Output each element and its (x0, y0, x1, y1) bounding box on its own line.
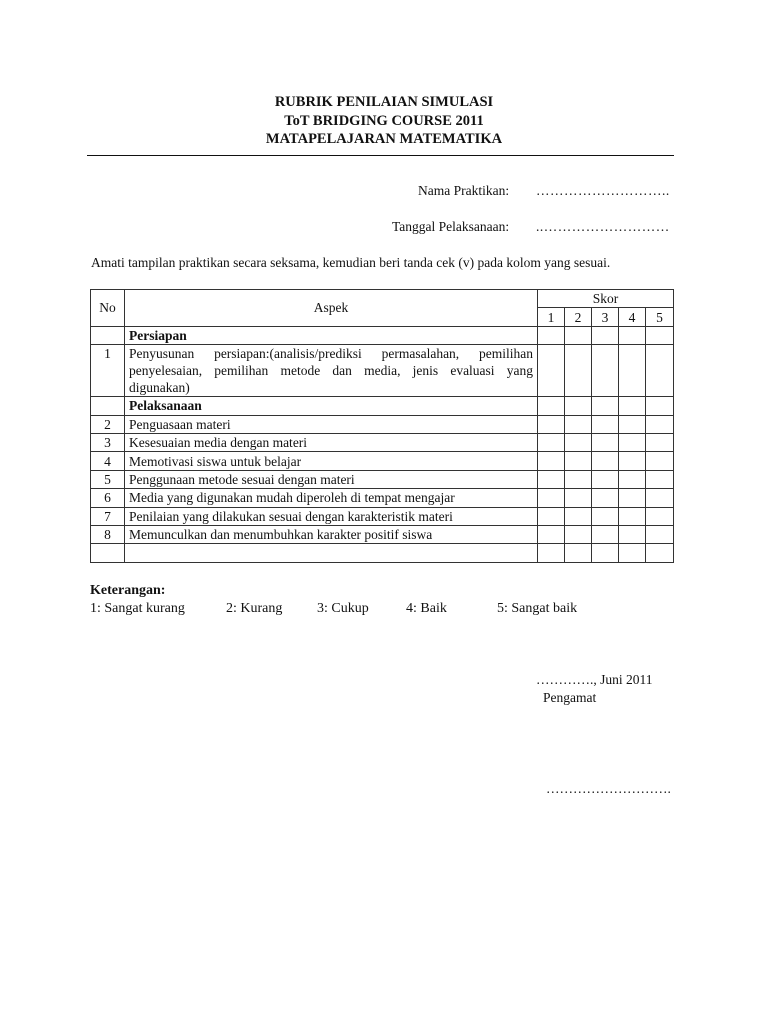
score-cell[interactable] (565, 452, 592, 470)
score-cell[interactable] (646, 544, 674, 562)
score-cell[interactable] (538, 470, 565, 488)
table-row (91, 470, 674, 488)
score-cell[interactable] (592, 525, 619, 543)
score-cell[interactable] (565, 507, 592, 525)
section-label-persiapan: Persiapan (125, 326, 538, 344)
score-cell[interactable] (592, 507, 619, 525)
score-cell[interactable] (565, 415, 592, 433)
score-header-3: 3 (592, 308, 619, 326)
row-number: 3 (91, 433, 125, 451)
score-cell[interactable] (646, 326, 674, 344)
document-title (0, 93, 768, 149)
score-cell[interactable] (538, 525, 565, 543)
row-number-empty (91, 544, 125, 562)
section-no-cell (91, 326, 125, 344)
row-aspek: Penilaian yang dilakukan sesuai dengan karakteristik materi (125, 507, 538, 525)
table-row (91, 345, 674, 397)
score-cell[interactable] (565, 489, 592, 507)
row-aspek: Memotivasi siswa untuk belajar (125, 452, 538, 470)
score-cell[interactable] (592, 489, 619, 507)
score-cell[interactable] (619, 525, 646, 543)
legend-item-5: 5: Sangat baik (497, 601, 578, 616)
score-header-4: 4 (619, 308, 646, 326)
score-cell[interactable] (592, 433, 619, 451)
score-cell[interactable] (592, 452, 619, 470)
score-cell[interactable] (538, 452, 565, 470)
score-cell[interactable] (565, 326, 592, 344)
title-line-2: ToT BRIDGING COURSE 2011 (284, 112, 484, 129)
score-cell[interactable] (619, 507, 646, 525)
row-number: 1 (91, 345, 125, 397)
title-line-3: MATAPELAJARAN MATEMATIKA (265, 131, 503, 147)
score-cell[interactable] (619, 544, 646, 562)
score-cell[interactable] (619, 489, 646, 507)
score-header-2: 2 (565, 308, 592, 326)
legend-heading: Keterangan: (90, 583, 166, 598)
row-aspek: Media yang digunakan mudah diperoleh di tempat mengajar (125, 489, 538, 507)
row-number: 5 (91, 470, 125, 488)
nama-praktikan-label: Nama Praktikan: (418, 183, 510, 198)
score-cell[interactable] (538, 489, 565, 507)
table-row (91, 452, 674, 470)
score-cell[interactable] (592, 544, 619, 562)
score-cell[interactable] (619, 397, 646, 415)
score-cell[interactable] (592, 397, 619, 415)
row-aspek: Penggunaan metode sesuai dengan materi (125, 470, 538, 488)
score-cell[interactable] (565, 544, 592, 562)
legend-item-4: 4: Baik (406, 601, 447, 616)
legend-item-1: 1: Sangat kurang (90, 601, 185, 616)
score-cell[interactable] (646, 452, 674, 470)
score-cell[interactable] (538, 433, 565, 451)
row-aspek: Memunculkan dan menumbuhkan karakter positif siswa (125, 525, 538, 543)
title-line-1: RUBRIK PENILAIAN SIMULASI (274, 94, 494, 110)
score-cell[interactable] (646, 470, 674, 488)
signature-role: Pengamat (543, 690, 597, 705)
row-aspek: Penyusunan persiapan:(analisis/prediksi permasalahan, pemilihan penyelesaian, pemilihan metode dan media, jenis evaluasi yang digunakan) (125, 345, 538, 397)
score-cell[interactable] (538, 397, 565, 415)
score-cell[interactable] (619, 326, 646, 344)
signature-date[interactable]: …………., Juni 2011 (536, 672, 653, 687)
column-header-skor: Skor (538, 290, 674, 308)
score-cell[interactable] (619, 452, 646, 470)
score-cell[interactable] (538, 507, 565, 525)
score-cell[interactable] (646, 345, 674, 397)
tanggal-pelaksanaan-label: Tanggal Pelaksanaan: (392, 219, 510, 234)
score-cell[interactable] (646, 397, 674, 415)
score-cell[interactable] (619, 415, 646, 433)
score-cell[interactable] (538, 345, 565, 397)
score-cell[interactable] (646, 415, 674, 433)
score-cell[interactable] (565, 525, 592, 543)
score-cell[interactable] (646, 507, 674, 525)
legend-item-2: 2: Kurang (226, 601, 283, 616)
row-number: 2 (91, 415, 125, 433)
row-aspek-empty (125, 544, 538, 562)
score-header-5: 5 (646, 308, 674, 326)
row-number: 7 (91, 507, 125, 525)
score-cell[interactable] (592, 326, 619, 344)
score-cell[interactable] (565, 433, 592, 451)
score-cell[interactable] (646, 489, 674, 507)
section-row-persiapan (91, 326, 674, 344)
instruction-text: Amati tampilan praktikan secara seksama, kemudian beri tanda cek (v) pada kolom yang sesuai. (91, 255, 611, 270)
row-aspek: Kesesuaian media dengan materi (125, 433, 538, 451)
score-cell[interactable] (565, 345, 592, 397)
tanggal-pelaksanaan-field[interactable]: ..……………………… (536, 219, 670, 234)
score-cell[interactable] (538, 415, 565, 433)
table-row-empty (91, 544, 674, 562)
row-number: 4 (91, 452, 125, 470)
table-row (91, 525, 674, 543)
section-label-pelaksanaan: Pelaksanaan (125, 397, 538, 415)
table-row (91, 415, 674, 433)
row-aspek: Penguasaan materi (125, 415, 538, 433)
score-cell[interactable] (592, 415, 619, 433)
score-cell[interactable] (646, 433, 674, 451)
table-row (91, 489, 674, 507)
score-cell[interactable] (565, 397, 592, 415)
title-divider (87, 155, 674, 156)
column-header-no: No (91, 290, 125, 327)
score-cell[interactable] (538, 326, 565, 344)
score-cell[interactable] (565, 470, 592, 488)
section-no-cell (91, 397, 125, 415)
column-header-aspek: Aspek (125, 290, 538, 327)
legend-item-3: 3: Cukup (317, 601, 369, 616)
score-cell[interactable] (619, 470, 646, 488)
score-cell[interactable] (592, 345, 619, 397)
score-cell[interactable] (646, 525, 674, 543)
score-header-1: 1 (538, 308, 565, 326)
score-cell[interactable] (538, 544, 565, 562)
nama-praktikan-field[interactable]: ……………………….. (536, 183, 670, 198)
score-cell[interactable] (619, 345, 646, 397)
table-row (91, 507, 674, 525)
score-cell[interactable] (619, 433, 646, 451)
section-row-pelaksanaan (91, 397, 674, 415)
table-row (91, 433, 674, 451)
row-number: 8 (91, 525, 125, 543)
row-number: 6 (91, 489, 125, 507)
signature-line[interactable]: ………………………. (546, 781, 671, 796)
score-cell[interactable] (592, 470, 619, 488)
rubric-table (90, 289, 674, 563)
